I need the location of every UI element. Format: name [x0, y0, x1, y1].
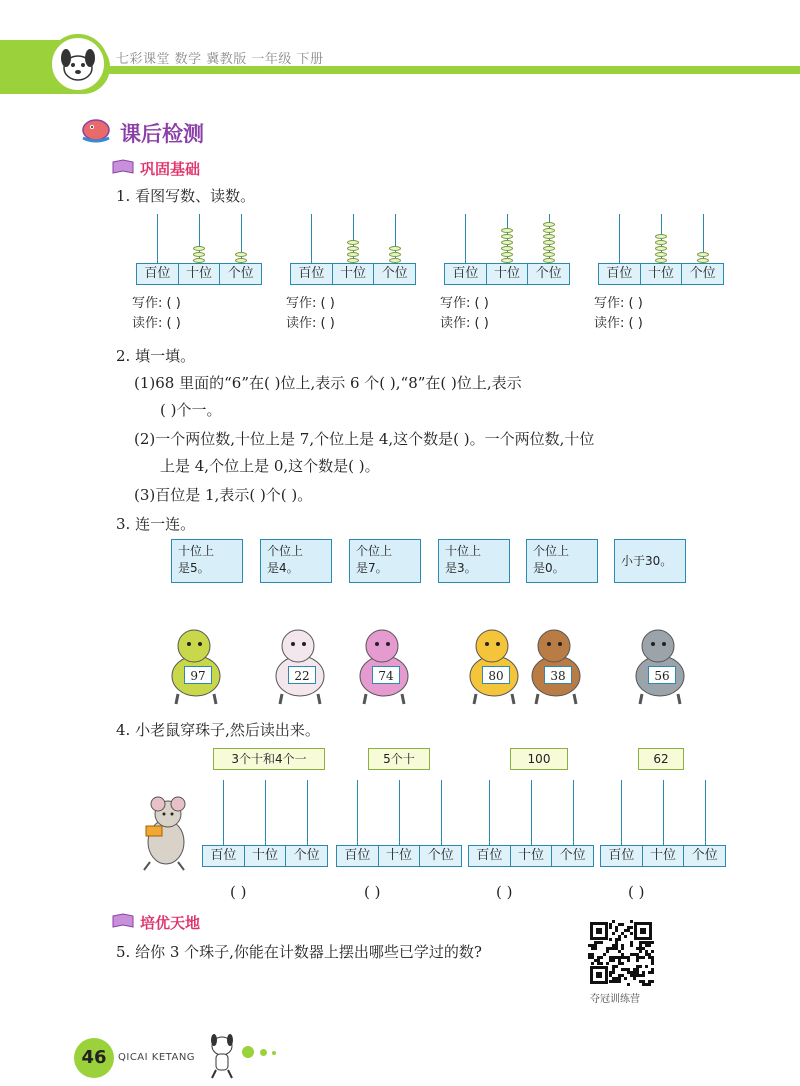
abacus-bead	[543, 234, 555, 239]
qr-caption: 夺冠训练营	[590, 994, 640, 1005]
abacus-bead	[347, 240, 359, 245]
match-card[interactable]: 个位上 是0。	[526, 539, 598, 583]
place-value-box	[336, 845, 462, 867]
place-value-box	[290, 263, 416, 285]
abacus-bead	[347, 252, 359, 257]
place-value-box	[444, 263, 570, 285]
place-label: 十位	[487, 264, 529, 284]
book-icon	[112, 159, 134, 179]
place-value-box	[600, 845, 726, 867]
animal-number-tag: 97	[184, 666, 212, 684]
animal-number-tag: 74	[372, 666, 400, 684]
place-label: 十位	[245, 846, 287, 866]
q2-line-2: ( )个一。	[160, 401, 222, 419]
abacus-bead	[235, 252, 247, 257]
abacus-rod	[619, 214, 620, 264]
cat-icon[interactable]	[264, 620, 336, 706]
sub-title-basics: 巩固基础	[140, 160, 201, 178]
giraffe-icon[interactable]	[160, 620, 232, 706]
abacus-rod	[663, 780, 664, 846]
place-label: 十位	[643, 846, 685, 866]
place-label: 百位	[469, 846, 511, 866]
abacus-bead	[389, 252, 401, 257]
place-value-box	[468, 845, 594, 867]
animal-number-tag: 22	[288, 666, 316, 684]
animal-number-tag: 80	[482, 666, 510, 684]
place-label: 个位	[427, 848, 454, 863]
place-label: 个位	[689, 266, 716, 281]
abacus-bead	[193, 246, 205, 251]
abacus-bead	[347, 246, 359, 251]
animal-number-tag: 56	[648, 666, 676, 684]
abacus-bead	[655, 240, 667, 245]
abacus-rod	[357, 780, 358, 846]
abacus-bead	[655, 246, 667, 251]
answer-blank[interactable]: ( )	[496, 883, 513, 901]
abacus-bead	[543, 222, 555, 227]
abacus-rod	[489, 780, 490, 846]
place-label: 百位	[337, 846, 379, 866]
abacus-bead	[543, 240, 555, 245]
abacus-bead	[543, 228, 555, 233]
write-as-line: 写作: ( )	[594, 296, 643, 311]
unicorn-icon[interactable]	[348, 620, 420, 706]
bead-count-label: 5个十	[368, 748, 430, 770]
q5-title: 5. 给你 3 个珠子,你能在计数器上摆出哪些已学过的数?	[116, 943, 482, 961]
q2-line-3: (2)一个两位数,十位上是 7,个位上是 4,这个数是( )。一个两位数,十位	[134, 430, 595, 448]
abacus-bead	[501, 228, 513, 233]
fish-mascot-icon	[78, 114, 114, 148]
abacus-bead	[543, 246, 555, 251]
q1-title: 1. 看图写数、读数。	[116, 187, 256, 205]
abacus-rod	[265, 780, 266, 846]
answer-blank[interactable]: ( )	[628, 883, 645, 901]
abacus-bead	[655, 234, 667, 239]
place-value-box	[598, 263, 724, 285]
write-as-line: 写作: ( )	[440, 296, 489, 311]
place-label: 个位	[293, 848, 320, 863]
abacus-bead	[697, 252, 709, 257]
elephant-icon[interactable]	[624, 620, 696, 706]
match-card[interactable]: 个位上 是7。	[349, 539, 421, 583]
qr-code-icon[interactable]	[588, 920, 654, 990]
abacus-bead	[501, 234, 513, 239]
q3-title: 3. 连一连。	[116, 515, 196, 533]
match-card[interactable]: 十位上 是5。	[171, 539, 243, 583]
abacus-bead	[193, 252, 205, 257]
place-label: 百位	[203, 846, 245, 866]
place-label: 百位	[445, 264, 487, 284]
q2-title: 2. 填一填。	[116, 347, 196, 365]
dot-decoration	[260, 1049, 267, 1056]
place-label: 百位	[601, 846, 643, 866]
q2-line-5: (3)百位是 1,表示( )个( )。	[134, 486, 313, 504]
abacus-rod	[157, 214, 158, 264]
dot-decoration	[242, 1046, 254, 1058]
read-as-line: 读作: ( )	[132, 316, 181, 331]
dog-mascot-footer-icon	[204, 1030, 240, 1084]
abacus-rod	[399, 780, 400, 846]
write-as-line: 写作: ( )	[132, 296, 181, 311]
dot-decoration	[272, 1051, 276, 1055]
place-label: 个位	[535, 266, 562, 281]
read-as-line: 读作: ( )	[594, 316, 643, 331]
q4-title: 4. 小老鼠穿珠子,然后读出来。	[116, 721, 320, 739]
place-label: 十位	[379, 846, 421, 866]
abacus-bead	[543, 252, 555, 257]
match-card[interactable]: 个位上 是4。	[260, 539, 332, 583]
place-label: 百位	[291, 264, 333, 284]
place-label: 个位	[559, 848, 586, 863]
mouse-icon	[130, 792, 200, 876]
book-icon	[112, 913, 134, 933]
section-title: 课后检测	[120, 122, 204, 146]
abacus-bead	[501, 246, 513, 251]
page-number: 46	[74, 1038, 114, 1078]
footer-brand: QICAI KETANG	[118, 1052, 196, 1063]
answer-blank[interactable]: ( )	[230, 883, 247, 901]
place-value-box	[136, 263, 262, 285]
animal-number-tag: 38	[544, 666, 572, 684]
match-card[interactable]: 小于30。	[614, 539, 686, 583]
dog-mascot-icon	[48, 34, 108, 94]
header-bar	[40, 66, 800, 74]
place-label: 百位	[599, 264, 641, 284]
abacus-rod	[223, 780, 224, 846]
abacus-bead	[501, 240, 513, 245]
header-text: 七彩课堂 数学 冀教版 一年级 下册	[116, 52, 324, 67]
bead-count-label: 3个十和4个一	[213, 748, 325, 770]
abacus-rod	[705, 780, 706, 846]
place-label: 百位	[137, 264, 179, 284]
write-as-line: 写作: ( )	[286, 296, 335, 311]
abacus-rod	[307, 780, 308, 846]
abacus-bead	[389, 246, 401, 251]
abacus-rod	[465, 214, 466, 264]
match-card[interactable]: 十位上 是3。	[438, 539, 510, 583]
answer-blank[interactable]: ( )	[364, 883, 381, 901]
abacus-bead	[501, 252, 513, 257]
bead-count-label: 100	[510, 748, 568, 770]
abacus-rod	[311, 214, 312, 264]
abacus-rod	[573, 780, 574, 846]
place-label: 个位	[227, 266, 254, 281]
abacus-rod	[531, 780, 532, 846]
abacus-bead	[655, 252, 667, 257]
place-label: 十位	[333, 264, 375, 284]
read-as-line: 读作: ( )	[440, 316, 489, 331]
abacus-rod	[621, 780, 622, 846]
abacus-rod	[441, 780, 442, 846]
sub-title-advanced: 培优天地	[140, 914, 201, 932]
place-label: 十位	[179, 264, 221, 284]
place-label: 个位	[381, 266, 408, 281]
place-value-box	[202, 845, 328, 867]
place-label: 个位	[691, 848, 718, 863]
q2-line-1: (1)68 里面的“6”在( )位上,表示 6 个( ),“8”在( )位上,表示	[134, 374, 522, 392]
q2-line-4: 上是 4,个位上是 0,这个数是( )。	[160, 457, 380, 475]
place-label: 十位	[511, 846, 553, 866]
read-as-line: 读作: ( )	[286, 316, 335, 331]
cow-icon[interactable]	[520, 620, 592, 706]
place-label: 十位	[641, 264, 683, 284]
bead-count-label: 62	[638, 748, 684, 770]
